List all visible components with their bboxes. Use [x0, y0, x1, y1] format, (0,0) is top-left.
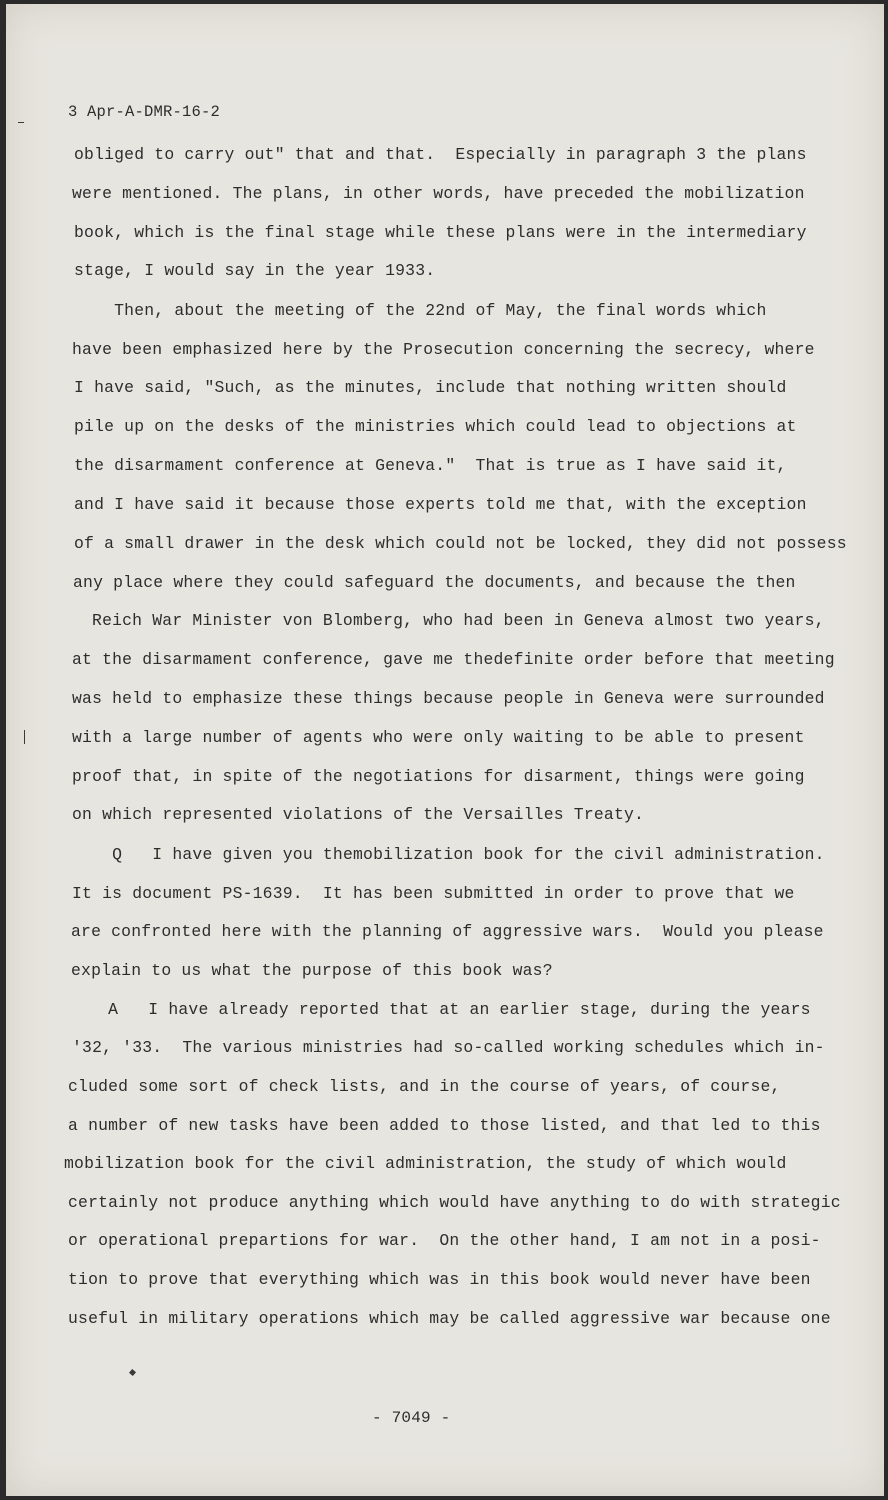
body-line: explain to us what the purpose of this book was? — [71, 961, 553, 980]
body-line: the disarmament conference at Geneva." That is true as I have said it, — [74, 456, 787, 475]
body-line: of a small drawer in the desk which could not be locked, they did not possess — [74, 534, 847, 553]
margin-mark — [18, 122, 24, 123]
body-line: was held to emphasize these things because people in Geneva were surrounded — [72, 689, 825, 708]
body-line: have been emphasized here by the Prosecution concerning the secrecy, where — [72, 340, 815, 359]
body-line: or operational prepartions for war. On the other hand, I am not in a posi- — [68, 1231, 821, 1250]
body-line: A I have already reported that at an earlier stage, during the years — [68, 1000, 811, 1019]
body-line: a number of new tasks have been added to those listed, and that led to this — [68, 1116, 821, 1135]
body-line: with a large number of agents who were only waiting to be able to present — [72, 728, 805, 747]
body-line: at the disarmament conference, gave me thedefinite order before that meeting — [72, 650, 835, 669]
document-page — [6, 4, 884, 1496]
body-line: were mentioned. The plans, in other words, have preceded the mobilization — [72, 184, 805, 203]
body-line: '32, '33. The various ministries had so-called working schedules which in- — [72, 1038, 825, 1057]
body-line: Then, about the meeting of the 22nd of May, the final words which — [74, 301, 767, 320]
body-line: stage, I would say in the year 1933. — [74, 261, 436, 280]
body-line: I have said, "Such, as the minutes, include that nothing written should — [74, 378, 787, 397]
body-line: useful in military operations which may be called aggressive war because one — [68, 1309, 831, 1328]
body-line: on which represented violations of the Versailles Treaty. — [72, 805, 645, 824]
body-line: proof that, in spite of the negotiations for disarment, things were going — [72, 767, 805, 786]
margin-mark — [24, 730, 25, 744]
body-line: and I have said it because those experts told me that, with the exception — [74, 495, 807, 514]
body-line: any place where they could safeguard the documents, and because the then — [73, 573, 796, 592]
body-line: obliged to carry out" that and that. Especially in paragraph 3 the plans — [74, 145, 807, 164]
body-line: mobilization book for the civil administration, the study of which would — [64, 1154, 787, 1173]
body-line: Q I have given you themobilization book for the civil administration. — [72, 845, 825, 864]
body-line: pile up on the desks of the ministries which could lead to objections at — [74, 417, 797, 436]
body-line: book, which is the final stage while these plans were in the intermediary — [74, 223, 807, 242]
body-line: It is document PS-1639. It has been submitted in order to prove that we — [72, 884, 795, 903]
body-line: cluded some sort of check lists, and in the course of years, of course, — [68, 1077, 781, 1096]
body-line: are confronted here with the planning of aggressive wars. Would you please — [71, 922, 824, 941]
body-line: Reich War Minister von Blomberg, who had been in Geneva almost two years, — [82, 611, 825, 630]
margin-mark — [129, 1369, 136, 1376]
body-line: tion to prove that everything which was in this book would never have been — [68, 1270, 811, 1289]
page-number: - 7049 - — [372, 1409, 451, 1427]
page-header: 3 Apr-A-DMR-16-2 — [68, 103, 221, 121]
body-line: certainly not produce anything which would have anything to do with strategic — [68, 1193, 841, 1212]
